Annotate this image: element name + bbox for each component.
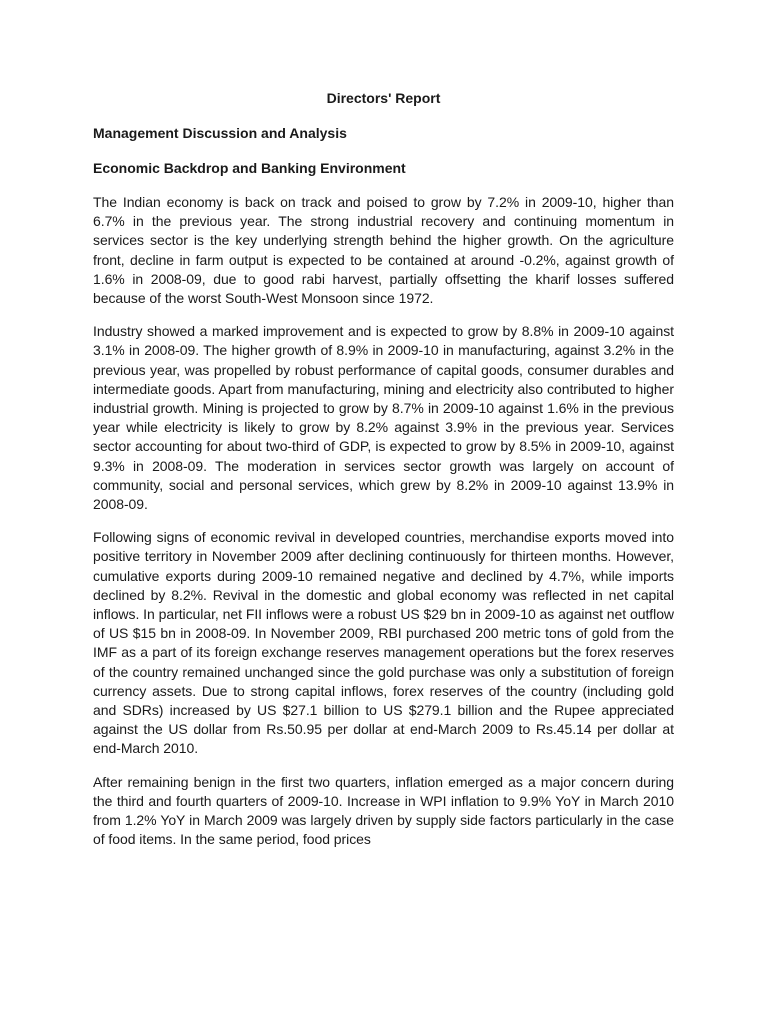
document-page <box>93 88 674 864</box>
subsection-heading: Economic Backdrop and Banking Environment <box>93 160 406 176</box>
document-title: Directors' Report <box>326 90 441 106</box>
paragraph-inflation: After remaining benign in the first two quarters, inflation emerged as a major concern during the third and fourth quarters of 2009-10. Increase in WPI inflation to 9.9% YoY in March 2010 from 1.2% YoY in March 2009 was largely driven by supply side factors particularly in the case of food items. In the same period, food prices <box>93 773 674 848</box>
paragraph-external-sector: Following signs of economic revival in developed countries, merchandise exports moved into positive territory in November 2009 after declining continuously for thirteen months. However, cumulative exports during 2009-10 remained negative and declined by 4.7%, while imports declined by 8.2%. Revival in the domestic and global economy was reflected in net capital inflows. In particular, net FII inflows were a robust US $29 bn in 2009-10 as against net outflow of US $15 bn in 2008-09. In November 2009, RBI purchased 200 metric tons of gold from the IMF as a part of its foreign exchange reserves management operations but the forex reserves of the country remained unchanged since the gold purchase was only a substitution of foreign currency assets. Due to strong capital inflows, forex reserves of the country (including gold and SDRs) increased by US $27.1 billion to US $279.1 billion and the Rupee appreciated against the US dollar from Rs.50.95 per dollar at end-March 2009 to Rs.45.14 per dollar at end-March 2010. <box>93 529 674 757</box>
paragraph-industry-growth: Industry showed a marked improvement and is expected to grow by 8.8% in 2009-10 against 3.1% in 2008-09. The higher growth of 8.9% in 2009-10 in manufacturing, against 3.2% in the previous year, was propelled by robust performance of capital goods, consumer durables and intermediate goods. Apart from manufacturing, mining and electricity also contributed to higher industrial growth. Mining is projected to grow by 8.7% in 2009-10 against 1.6% in the previous year while electricity is likely to grow by 8.2% against 3.9% in the previous year. Services sector accounting for about two-third of GDP, is expected to grow by 8.5% in 2009-10, against 9.3% in 2008-09. The moderation in services sector growth was largely on account of community, social and personal services, which grew by 8.2% in 2009-10 against 13.9% in 2008-09. <box>93 323 674 513</box>
section-heading: Management Discussion and Analysis <box>93 125 347 141</box>
paragraph-economy-outlook: The Indian economy is back on track and poised to grow by 7.2% in 2009-10, higher than 6.7% in the previous year. The strong industrial recovery and continuing momentum in services sector is the key underlying strength behind the higher growth. On the agriculture front, decline in farm output is expected to be contained at around -0.2%, against growth of 1.6% in 2008-09, due to good rabi harvest, partially offsetting the kharif losses suffered because of the worst South-West Monsoon since 1972. <box>93 194 674 307</box>
